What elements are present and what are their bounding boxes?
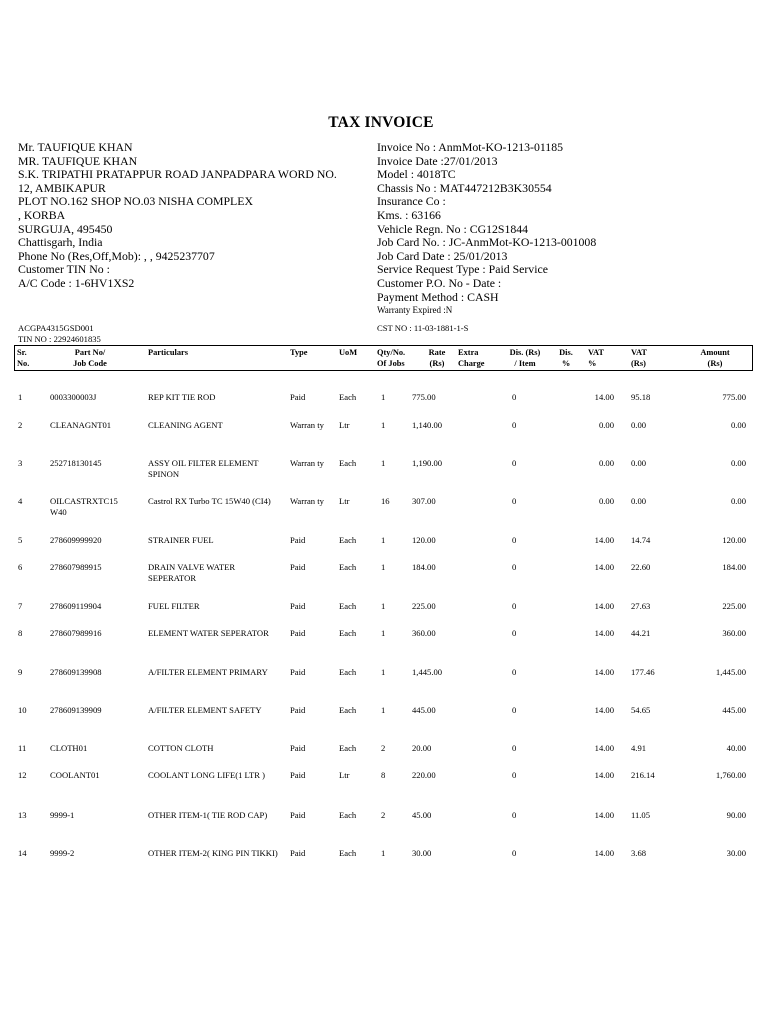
cell-dis: 0 <box>512 743 517 753</box>
cell-rate: 360.00 <box>412 628 436 638</box>
ac-code: A/C Code : 1-6HV1XS2 <box>18 275 135 290</box>
cell-qty: 1 <box>381 667 386 677</box>
cell-type: Paid <box>290 535 306 545</box>
cell-dis: 0 <box>512 810 517 820</box>
cell-vat: 54.65 <box>631 705 651 715</box>
cell-amount: 40.00 <box>726 743 746 753</box>
header-text: (Rs) <box>429 359 445 368</box>
dealer-codes <box>18 323 101 345</box>
vehicle-regn: Vehicle Regn. No : CG12S1844 <box>377 221 529 236</box>
cell-dis: 0 <box>512 562 517 572</box>
cell-part: CLEANAGNT01 <box>50 420 112 430</box>
cell-sr: 4 <box>18 496 23 506</box>
invoice-date: Invoice Date :27/01/2013 <box>377 153 498 168</box>
header-uom: UoM <box>339 348 358 357</box>
cell-vat: 11.05 <box>631 810 651 820</box>
customer-address-block <box>18 141 337 291</box>
cell-vat: 3.68 <box>631 848 647 858</box>
address-line: PLOT NO.162 SHOP NO.03 NISHA COMPLEX <box>18 194 253 209</box>
header-qty <box>377 347 405 369</box>
cell-qty: 1 <box>381 848 386 858</box>
phone-line: Phone No (Res,Off,Mob): , , 9425237707 <box>18 248 215 263</box>
address-line: S.K. TRIPATHI PRATAPPUR ROAD JANPADPARA WORD NO. <box>18 167 337 182</box>
cell-vat: 177.46 <box>631 667 655 677</box>
cell-sr: 6 <box>18 562 23 572</box>
dealer-code: ACGPA4315GSD001 <box>18 323 94 333</box>
service-request-type: Service Request Type : Paid Service <box>377 262 548 277</box>
cell-uom: Each <box>339 392 357 402</box>
cell-part: OILCASTRXTC15 W40 <box>50 496 118 517</box>
job-card-no: Job Card No. : JC-AnmMot-KO-1213-001008 <box>377 235 597 250</box>
cell-amount: 120.00 <box>722 535 746 545</box>
cell-type: Paid <box>290 770 306 780</box>
cell-particulars: DRAIN VALVE WATER SEPERATOR <box>148 562 236 583</box>
cell-amount: 90.00 <box>726 810 746 820</box>
cell-dis: 0 <box>512 458 517 468</box>
cell-uom: Each <box>339 743 357 753</box>
cell-type: Paid <box>290 810 306 820</box>
cell-vat: 95.18 <box>631 392 651 402</box>
cell-vat: 14.74 <box>631 535 651 545</box>
cell-vat: 27.63 <box>631 601 651 611</box>
cell-qty: 2 <box>381 743 386 753</box>
cell-qty: 1 <box>381 458 386 468</box>
header-text: % <box>561 359 571 368</box>
header-vat-rs <box>631 347 647 369</box>
cell-rate: 45.00 <box>412 810 432 820</box>
cell-vat: 22.60 <box>631 562 651 572</box>
cell-uom: Each <box>339 458 357 468</box>
cell-particulars: COTTON CLOTH <box>148 743 214 753</box>
cell-uom: Ltr <box>339 496 350 506</box>
document-title: TAX INVOICE <box>328 114 434 131</box>
chassis-no: Chassis No : MAT447212B3K30554 <box>377 180 552 195</box>
customer-tin: Customer TIN No : <box>18 262 110 277</box>
cell-amount: 184.00 <box>722 562 746 572</box>
header-sr <box>17 347 29 369</box>
cell-vat-pct: 14.00 <box>594 628 614 638</box>
header-text: Of Jobs <box>377 359 405 368</box>
header-text: / Item <box>514 359 536 368</box>
cell-uom: Ltr <box>339 420 350 430</box>
cell-vat-pct: 14.00 <box>594 705 614 715</box>
cell-rate: 225.00 <box>412 601 436 611</box>
cell-dis: 0 <box>512 667 517 677</box>
cell-sr: 9 <box>18 667 23 677</box>
dealer-tin: TIN NO : 22924601835 <box>18 334 101 344</box>
header-text: Dis. <box>559 348 573 357</box>
cell-uom: Each <box>339 535 357 545</box>
cell-type: Warran ty <box>290 458 324 468</box>
cell-dis: 0 <box>512 601 517 611</box>
cell-amount: 1,760.00 <box>715 770 746 780</box>
cell-sr: 1 <box>18 392 23 402</box>
cell-type: Paid <box>290 848 306 858</box>
cell-uom: Ltr <box>339 770 350 780</box>
cell-amount: 0.00 <box>730 496 746 506</box>
cell-qty: 8 <box>381 770 386 780</box>
cell-rate: 20.00 <box>412 743 432 753</box>
cell-rate: 184.00 <box>412 562 436 572</box>
cell-amount: 775.00 <box>722 392 746 402</box>
cell-uom: Each <box>339 667 357 677</box>
cell-sr: 12 <box>18 770 27 780</box>
header-part <box>50 347 130 369</box>
invoice-details-block <box>377 141 596 317</box>
header-extra-charge <box>458 347 485 369</box>
cell-qty: 2 <box>381 810 386 820</box>
cell-vat: 0.00 <box>631 496 647 506</box>
cell-particulars: A/FILTER ELEMENT SAFETY <box>148 705 262 715</box>
cell-type: Paid <box>290 628 306 638</box>
cell-rate: 445.00 <box>412 705 436 715</box>
cst-number: CST NO : 11-03-1881-1-S <box>377 323 469 333</box>
cell-dis: 0 <box>512 770 517 780</box>
payment-method: Payment Method : CASH <box>377 289 499 304</box>
cell-vat-pct: 14.00 <box>594 848 614 858</box>
header-amount <box>690 347 740 369</box>
cell-rate: 1,190.00 <box>412 458 443 468</box>
cell-part: 9999-2 <box>50 848 75 858</box>
cell-uom: Each <box>339 601 357 611</box>
cell-sr: 5 <box>18 535 23 545</box>
cell-sr: 8 <box>18 628 23 638</box>
address-line: , KORBA <box>18 207 66 222</box>
invoice-no: Invoice No : AnmMot-KO-1213-01185 <box>377 140 563 154</box>
header-text: Job Code <box>73 359 107 368</box>
cell-rate: 220.00 <box>412 770 436 780</box>
header-text: No. <box>17 359 30 368</box>
cell-rate: 775.00 <box>412 392 436 402</box>
header-text: (Rs) <box>707 359 723 368</box>
cell-qty: 1 <box>381 705 386 715</box>
cell-vat-pct: 14.00 <box>594 743 614 753</box>
cell-qty: 1 <box>381 628 386 638</box>
cell-part: 252718130145 <box>50 458 102 468</box>
cell-particulars: REP KIT TIE ROD <box>148 392 216 402</box>
cell-type: Paid <box>290 601 306 611</box>
cell-particulars: CLEANING AGENT <box>148 420 223 430</box>
cell-type: Paid <box>290 705 306 715</box>
cell-particulars: A/FILTER ELEMENT PRIMARY <box>148 667 268 677</box>
header-text: Dis. (Rs) <box>509 348 541 357</box>
cell-part: 278609119904 <box>50 601 102 611</box>
cell-part: 278609999920 <box>50 535 102 545</box>
cell-particulars: COOLANT LONG LIFE(1 LTR ) <box>148 770 265 780</box>
header-text: Sr. <box>17 348 27 357</box>
cell-rate: 30.00 <box>412 848 432 858</box>
cell-dis: 0 <box>512 848 517 858</box>
cell-uom: Each <box>339 705 357 715</box>
cell-type: Paid <box>290 562 306 572</box>
cell-part: COOLANT01 <box>50 770 100 780</box>
cell-amount: 360.00 <box>722 628 746 638</box>
address-line: SURGUJA, 495450 <box>18 221 113 236</box>
cell-particulars: OTHER ITEM-1( TIE ROD CAP) <box>148 810 268 820</box>
address-line: Chattisgarh, India <box>18 235 103 250</box>
cell-sr: 14 <box>18 848 27 858</box>
cell-dis: 0 <box>512 496 517 506</box>
header-particulars: Particulars <box>148 348 189 357</box>
cell-particulars: STRAINER FUEL <box>148 535 214 545</box>
cell-particulars: ASSY OIL FILTER ELEMENT SPINON <box>148 458 259 479</box>
cell-vat-pct: 0.00 <box>598 458 614 468</box>
header-text: (Rs) <box>631 359 646 368</box>
customer-po: Customer P.O. No - Date : <box>377 275 502 290</box>
cell-dis: 0 <box>512 420 517 430</box>
cell-dis: 0 <box>512 628 517 638</box>
cell-vat-pct: 0.00 <box>598 496 614 506</box>
cell-dis: 0 <box>512 392 517 402</box>
cell-qty: 1 <box>381 601 386 611</box>
cell-vat: 0.00 <box>631 420 647 430</box>
cell-sr: 3 <box>18 458 23 468</box>
cell-vat-pct: 14.00 <box>594 535 614 545</box>
cell-type: Warran ty <box>290 496 324 506</box>
cell-vat: 0.00 <box>631 458 647 468</box>
cell-sr: 13 <box>18 810 27 820</box>
cell-qty: 1 <box>381 535 386 545</box>
cell-dis: 0 <box>512 705 517 715</box>
header-text: Qty/No. <box>377 348 406 357</box>
cell-particulars: Castrol RX Turbo TC 15W40 (CI4) <box>148 496 271 506</box>
cell-part: 9999-1 <box>50 810 75 820</box>
header-text: Charge <box>458 359 485 368</box>
cell-part: 278609139909 <box>50 705 102 715</box>
cell-vat: 4.91 <box>631 743 647 753</box>
cell-amount: 225.00 <box>722 601 746 611</box>
cell-particulars: FUEL FILTER <box>148 601 200 611</box>
cell-qty: 1 <box>381 392 386 402</box>
header-type: Type <box>290 348 308 357</box>
cell-vat-pct: 14.00 <box>594 601 614 611</box>
header-text: Amount <box>700 348 730 357</box>
cell-rate: 307.00 <box>412 496 436 506</box>
cell-uom: Each <box>339 562 357 572</box>
cell-vat-pct: 0.00 <box>598 420 614 430</box>
header-discount-pct <box>555 347 577 369</box>
cell-rate: 1,445.00 <box>412 667 443 677</box>
cell-type: Paid <box>290 743 306 753</box>
customer-name: Mr. TAUFIQUE KHAN <box>18 140 133 154</box>
cell-part: 278609139908 <box>50 667 102 677</box>
header-text: % <box>588 359 597 368</box>
header-rate <box>422 347 452 369</box>
job-card-date: Job Card Date : 25/01/2013 <box>377 248 508 263</box>
cell-sr: 2 <box>18 420 23 430</box>
cell-qty: 1 <box>381 562 386 572</box>
cell-vat: 216.14 <box>631 770 655 780</box>
address-line: 12, AMBIKAPUR <box>18 180 106 195</box>
cell-part: 278607989916 <box>50 628 102 638</box>
customer-name-2: MR. TAUFIQUE KHAN <box>18 153 138 168</box>
cell-part: CLOTH01 <box>50 743 88 753</box>
model: Model : 4018TC <box>377 167 456 182</box>
cell-type: Paid <box>290 392 306 402</box>
kms: Kms. : 63166 <box>377 207 441 222</box>
cell-qty: 16 <box>381 496 390 506</box>
cell-rate: 1,140.00 <box>412 420 443 430</box>
header-vat-pct <box>588 347 604 369</box>
cell-type: Warran ty <box>290 420 324 430</box>
warranty-status: Warranty Expired :N <box>377 305 453 316</box>
cell-sr: 11 <box>18 743 27 753</box>
cell-amount: 1,445.00 <box>715 667 746 677</box>
cell-amount: 30.00 <box>726 848 746 858</box>
cell-vat-pct: 14.00 <box>594 667 614 677</box>
insurance-co: Insurance Co : <box>377 194 446 209</box>
cell-vat-pct: 14.00 <box>594 562 614 572</box>
header-discount-rs <box>505 347 545 369</box>
header-text: Part No/ <box>74 348 106 357</box>
cell-qty: 1 <box>381 420 386 430</box>
cell-particulars: ELEMENT WATER SEPERATOR <box>148 628 269 638</box>
cell-part: 0003300003J <box>50 392 97 402</box>
cell-vat: 44.21 <box>631 628 651 638</box>
cell-sr: 10 <box>18 705 27 715</box>
header-text: Extra <box>458 348 479 357</box>
header-text: VAT <box>588 348 604 357</box>
cell-part: 278607989915 <box>50 562 102 572</box>
cell-uom: Each <box>339 848 357 858</box>
cell-type: Paid <box>290 667 306 677</box>
cell-amount: 0.00 <box>730 458 746 468</box>
cell-dis: 0 <box>512 535 517 545</box>
header-text: Rate <box>428 348 446 357</box>
header-text: VAT <box>631 348 647 357</box>
cell-rate: 120.00 <box>412 535 436 545</box>
cell-amount: 0.00 <box>730 420 746 430</box>
cell-amount: 445.00 <box>722 705 746 715</box>
cell-vat-pct: 14.00 <box>594 392 614 402</box>
cell-uom: Each <box>339 628 357 638</box>
cell-uom: Each <box>339 810 357 820</box>
cell-vat-pct: 14.00 <box>594 770 614 780</box>
cell-sr: 7 <box>18 601 23 611</box>
cell-vat-pct: 14.00 <box>594 810 614 820</box>
cell-particulars: OTHER ITEM-2( KING PIN TIKKI) <box>148 848 278 858</box>
